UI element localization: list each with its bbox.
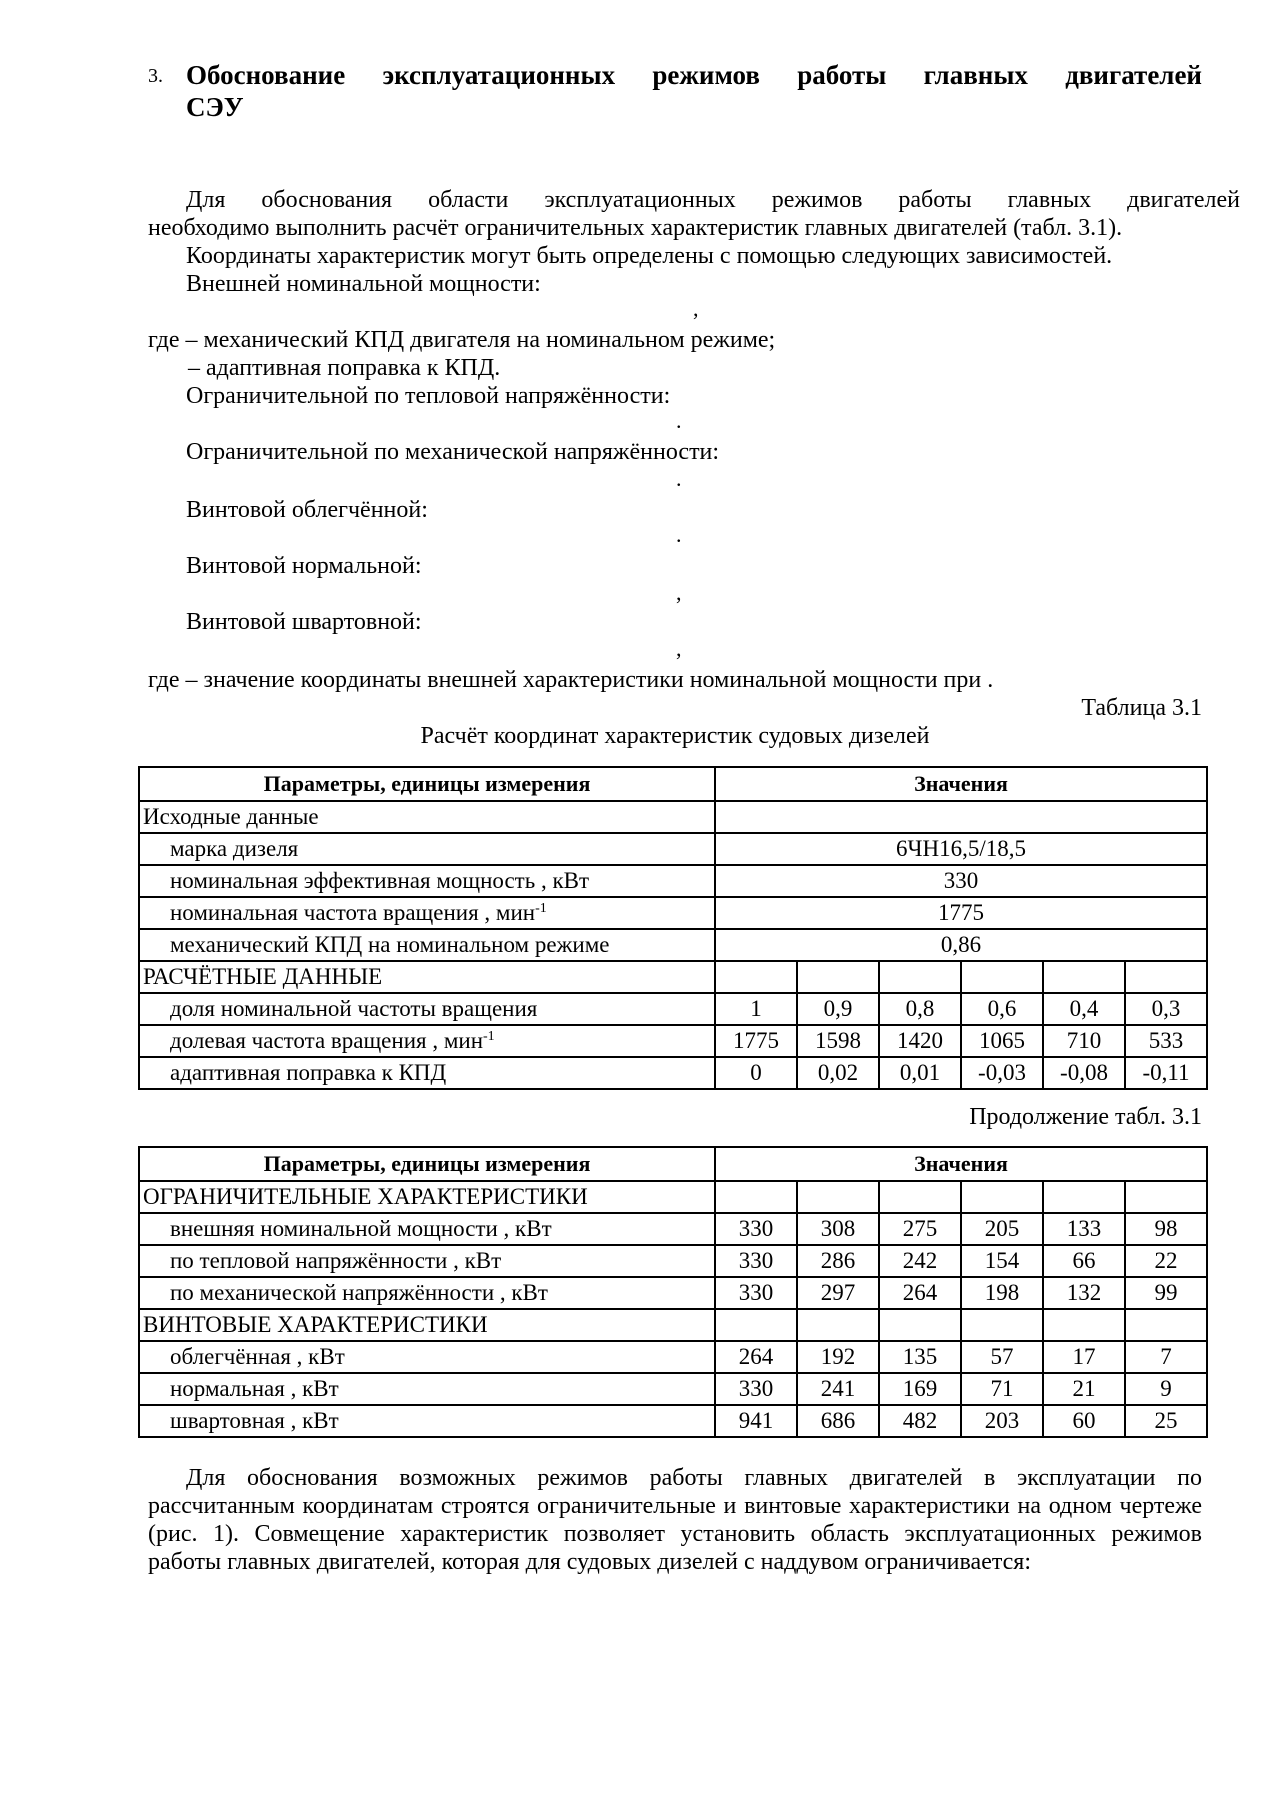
table-row — [139, 1213, 1207, 1245]
closing-paragraph: Для обоснования возможных режимов работы главных двигателей в эксплуатации по рассчитанным координатам строятся ограничительные и винтовые характеристики на одном чертеже (рис. 1). Совмещение характеристик позволяет установить область эксплуатационных режимов работы главных двигателей, которая для судовых дизелей с наддувом ограничивается: — [148, 1465, 1202, 1575]
value-cell: 205 — [961, 1213, 1043, 1245]
value-cell: 0,02 — [797, 1057, 879, 1089]
row-label — [139, 1405, 715, 1437]
value-cell: 0,9 — [797, 993, 879, 1025]
table-section-row — [139, 1181, 1207, 1213]
engine-brand-value: 6ЧН16,5/18,5 — [715, 833, 1207, 865]
table-header-row — [139, 767, 1207, 801]
value-cell: 66 — [1043, 1245, 1125, 1277]
table-row — [139, 1405, 1207, 1437]
value-cell: 17 — [1043, 1341, 1125, 1373]
value-cell: 0,3 — [1125, 993, 1207, 1025]
row-label-text: по тепловой напряжённости , кВт — [170, 1248, 502, 1273]
section-title-line2: СЭУ — [186, 92, 244, 122]
value-cell: 98 — [1125, 1213, 1207, 1245]
row-label — [139, 1277, 715, 1309]
row-label-text: внешняя номинальной мощности , кВт — [170, 1216, 552, 1241]
empty-cell — [1043, 1309, 1125, 1341]
empty-cell — [1043, 961, 1125, 993]
table-row — [139, 1245, 1207, 1277]
value-cell: 242 — [879, 1245, 961, 1277]
formula-placeholder-external: , — [693, 296, 699, 321]
formula-placeholder-normal: , — [676, 580, 682, 605]
section-limiting-characteristics: ОГРАНИЧИТЕЛЬНЫЕ ХАРАКТЕРИСТИКИ — [139, 1181, 715, 1213]
empty-cell — [1125, 1309, 1207, 1341]
row-label-text: долевая частота вращения , мин — [170, 1028, 484, 1053]
value-cell: 264 — [879, 1277, 961, 1309]
where-mech-efficiency: где – механический КПД двигателя на номинальном режиме; — [148, 327, 776, 353]
value-cell: -0,08 — [1043, 1057, 1125, 1089]
value-cell: 132 — [1043, 1277, 1125, 1309]
value-cell: 0,8 — [879, 993, 961, 1025]
rated-power-value: 330 — [715, 865, 1207, 897]
value-cell: 1775 — [715, 1025, 797, 1057]
value-cell: 169 — [879, 1373, 961, 1405]
formula-placeholder-mechanical: . — [676, 466, 682, 491]
table-row — [139, 993, 1207, 1025]
value-cell: 686 — [797, 1405, 879, 1437]
table-row — [139, 1341, 1207, 1373]
table-row — [139, 833, 1207, 865]
value-cell: 297 — [797, 1277, 879, 1309]
external-power-label: Внешней номинальной мощности: — [186, 271, 541, 297]
where-external-coordinate: где – значение координаты внешней характеристики номинальной мощности при . — [148, 667, 994, 693]
value-cell: 0 — [715, 1057, 797, 1089]
value-cell: 25 — [1125, 1405, 1207, 1437]
header-parameters: Параметры, единицы измерения — [139, 1147, 715, 1181]
table-header-row — [139, 1147, 1207, 1181]
intro-paragraph-2: Координаты характеристик могут быть определены с помощью следующих зависимостей. — [186, 243, 1113, 269]
table-continuation-label: Продолжение табл. 3.1 — [969, 1104, 1202, 1130]
table-number: Таблица 3.1 — [1081, 695, 1202, 721]
value-cell: 22 — [1125, 1245, 1207, 1277]
empty-cell — [879, 1309, 961, 1341]
rated-speed-text: номинальная частота вращения , мин — [170, 900, 536, 925]
row-label-text: нормальная , кВт — [170, 1376, 339, 1401]
rated-power-label: номинальная эффективная мощность , кВт — [139, 865, 715, 897]
empty-cell — [879, 961, 961, 993]
section-title-line1: Обоснование эксплуатационных режимов работы главных двигателей — [186, 60, 1202, 90]
row-label — [139, 1373, 715, 1405]
value-cell: 330 — [715, 1245, 797, 1277]
value-cell: 533 — [1125, 1025, 1207, 1057]
empty-cell — [797, 1181, 879, 1213]
value-cell: 0,4 — [1043, 993, 1125, 1025]
value-cell: 57 — [961, 1341, 1043, 1373]
value-cell: 192 — [797, 1341, 879, 1373]
mech-efficiency-value: 0,86 — [715, 929, 1207, 961]
value-cell: -0,03 — [961, 1057, 1043, 1089]
empty-cell — [1043, 1181, 1125, 1213]
value-cell: 330 — [715, 1373, 797, 1405]
table-characteristics — [138, 1146, 1208, 1438]
table-row — [139, 1057, 1207, 1089]
table-row — [139, 1277, 1207, 1309]
empty-cell — [961, 1181, 1043, 1213]
intro-paragraph-line1: Для обоснования области эксплуатационных режимов работы главных двигателей — [186, 187, 1240, 213]
empty-cell — [1125, 961, 1207, 993]
value-cell: 71 — [961, 1373, 1043, 1405]
value-cell: 330 — [715, 1277, 797, 1309]
section-propeller-characteristics: ВИНТОВЫЕ ХАРАКТЕРИСТИКИ — [139, 1309, 715, 1341]
propeller-mooring-label: Винтовой швартовной: — [186, 609, 422, 635]
row-label-text: по механической напряжённости , кВт — [170, 1280, 548, 1305]
table-row — [139, 1025, 1207, 1057]
row-label-text: доля номинальной частоты вращения — [170, 996, 538, 1021]
formula-placeholder-thermal: . — [676, 408, 682, 433]
empty-cell — [961, 1309, 1043, 1341]
value-cell: 0,6 — [961, 993, 1043, 1025]
value-cell: 21 — [1043, 1373, 1125, 1405]
table-section-row — [139, 1309, 1207, 1341]
value-cell: 1065 — [961, 1025, 1043, 1057]
value-cell: 710 — [1043, 1025, 1125, 1057]
row-label-text: швартовная , кВт — [170, 1408, 339, 1433]
propeller-normal-label: Винтовой нормальной: — [186, 553, 422, 579]
empty-cell — [797, 961, 879, 993]
value-cell: 330 — [715, 1213, 797, 1245]
value-cell: 135 — [879, 1341, 961, 1373]
where-adaptive-correction: – адаптивная поправка к КПД. — [188, 355, 501, 381]
header-values: Значения — [715, 767, 1207, 801]
rated-speed-label — [139, 897, 715, 929]
row-label — [139, 1245, 715, 1277]
empty-cell — [797, 1309, 879, 1341]
row-label — [139, 1057, 715, 1089]
value-cell: 264 — [715, 1341, 797, 1373]
value-cell: 241 — [797, 1373, 879, 1405]
value-cell: 99 — [1125, 1277, 1207, 1309]
unit-exponent: -1 — [483, 1029, 495, 1044]
value-cell: 275 — [879, 1213, 961, 1245]
header-values: Значения — [715, 1147, 1207, 1181]
row-label — [139, 993, 715, 1025]
value-cell: 133 — [1043, 1213, 1125, 1245]
mechanical-limit-label: Ограничительной по механической напряжённости: — [186, 439, 720, 465]
value-cell: 941 — [715, 1405, 797, 1437]
engine-brand-label: марка дизеля — [139, 833, 715, 865]
row-label — [139, 1213, 715, 1245]
table-section-row — [139, 801, 1207, 833]
value-cell: 0,01 — [879, 1057, 961, 1089]
value-cell: -0,11 — [1125, 1057, 1207, 1089]
rated-speed-value: 1775 — [715, 897, 1207, 929]
empty-cell — [961, 961, 1043, 993]
value-cell: 482 — [879, 1405, 961, 1437]
intro-paragraph-line2: необходимо выполнить расчёт ограничительных характеристик главных двигателей (табл. 3.1). — [148, 215, 1123, 241]
value-cell: 1598 — [797, 1025, 879, 1057]
empty-cell — [715, 1181, 797, 1213]
table-row — [139, 865, 1207, 897]
section-number: 3. — [148, 65, 163, 87]
value-cell: 1420 — [879, 1025, 961, 1057]
empty-cell — [715, 961, 797, 993]
section-calculated-data: РАСЧЁТНЫЕ ДАННЫЕ — [139, 961, 715, 993]
section-heading — [148, 58, 1202, 123]
value-cell: 9 — [1125, 1373, 1207, 1405]
value-cell: 286 — [797, 1245, 879, 1277]
value-cell: 154 — [961, 1245, 1043, 1277]
value-cell: 308 — [797, 1213, 879, 1245]
formula-placeholder-light: . — [676, 522, 682, 547]
empty-cell — [1125, 1181, 1207, 1213]
value-cell: 203 — [961, 1405, 1043, 1437]
header-parameters: Параметры, единицы измерения — [139, 767, 715, 801]
table-section-row — [139, 961, 1207, 993]
value-cell: 1 — [715, 993, 797, 1025]
thermal-limit-label: Ограничительной по тепловой напряжённости: — [186, 383, 671, 409]
row-label — [139, 1341, 715, 1373]
value-cell: 7 — [1125, 1341, 1207, 1373]
row-label — [139, 1025, 715, 1057]
value-cell: 60 — [1043, 1405, 1125, 1437]
row-label-text: облегчённая , кВт — [170, 1344, 345, 1369]
propeller-light-label: Винтовой облегчённой: — [186, 497, 428, 523]
table-initial-and-calculated — [138, 766, 1208, 1090]
formula-placeholder-mooring: , — [676, 636, 682, 661]
value-cell: 198 — [961, 1277, 1043, 1309]
table-title: Расчёт координат характеристик судовых дизелей — [420, 723, 930, 749]
empty-cell — [715, 1309, 797, 1341]
empty-cell — [879, 1181, 961, 1213]
table-row — [139, 929, 1207, 961]
table-row — [139, 897, 1207, 929]
mech-efficiency-label: механический КПД на номинальном режиме — [139, 929, 715, 961]
table-row — [139, 1373, 1207, 1405]
row-label-text: адаптивная поправка к КПД — [170, 1060, 447, 1085]
empty-cell — [715, 801, 1207, 833]
unit-exponent: -1 — [535, 901, 547, 916]
section-initial-data: Исходные данные — [139, 801, 715, 833]
